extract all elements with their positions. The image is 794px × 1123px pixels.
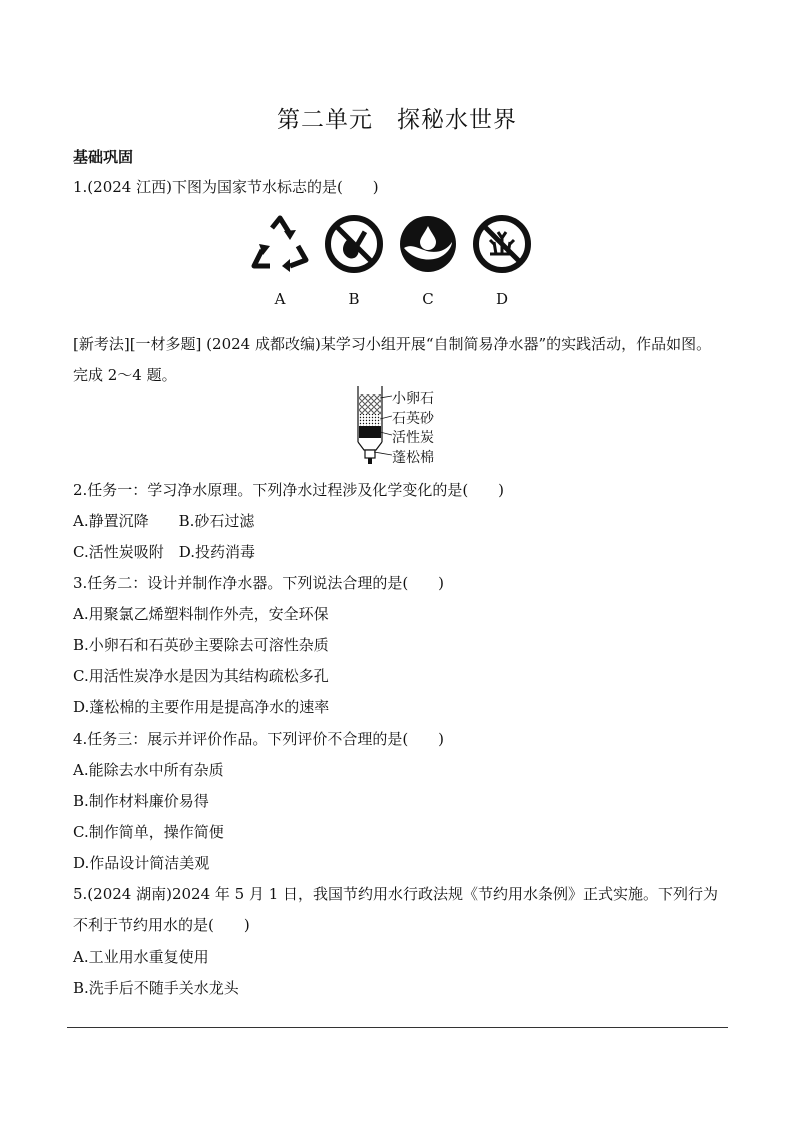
section-heading: 基础巩固 <box>73 148 134 166</box>
no-fire-icon <box>324 214 384 274</box>
q1-stem: 1.(2024 江西)下图为国家节水标志的是( ) <box>73 178 379 196</box>
q2-options-row-1: A.静置沉降 B.砂石过滤 <box>73 512 255 530</box>
q3-stem: 3.任务二：设计并制作净水器。下列说法合理的是( ) <box>73 574 445 592</box>
q4-option-d: D.作品设计简洁美观 <box>73 854 210 872</box>
q3-option-c: C.用活性炭净水是因为其结构疏松多孔 <box>73 667 329 685</box>
water-drop-icon <box>398 214 458 274</box>
option-c-label: C <box>422 290 434 308</box>
intro-line-2: 完成 2～4 题。 <box>73 366 177 384</box>
label-quartz-sand: 石英砂 <box>392 411 434 427</box>
option-a-label: A <box>274 290 286 308</box>
water-purifier-diagram <box>350 386 450 470</box>
option-d-label: D <box>495 290 509 308</box>
label-activated-carbon: 活性炭 <box>392 430 434 446</box>
q2-options-row-2: C.活性炭吸附 D.投药消毒 <box>73 543 255 561</box>
q5-stem-line-1: 5.(2024 湖南)2024 年 5 月 1 日，我国节约用水行政法规《节约用水条例》正式实施。下列行为 <box>73 885 719 903</box>
label-pebbles: 小卵石 <box>392 391 434 407</box>
q4-stem: 4.任务三：展示并评价作品。下列评价不合理的是( ) <box>73 730 445 748</box>
page-title: 第二单元 探秘水世界 <box>277 107 517 133</box>
q4-option-a: A.能除去水中所有杂质 <box>73 761 224 779</box>
q4-option-c: C.制作简单，操作简便 <box>73 823 224 841</box>
q1-options <box>250 214 540 312</box>
q5-option-b: B.洗手后不随手关水龙头 <box>73 979 239 997</box>
option-b-label: B <box>348 290 360 308</box>
q3-option-a: A.用聚氯乙烯塑料制作外壳，安全环保 <box>73 605 329 623</box>
footer-divider <box>67 1027 728 1028</box>
intro-line-1: [新考法][一材多题] (2024 成都改编)某学习小组开展“自制简易净水器”的实践活动，作品如图。 <box>73 335 712 353</box>
label-cotton: 蓬松棉 <box>392 450 434 466</box>
q2-stem: 2.任务一：学习净水原理。下列净水过程涉及化学变化的是( ) <box>73 481 505 499</box>
q3-option-d: D.蓬松棉的主要作用是提高净水的速率 <box>73 698 330 716</box>
no-plant-icon <box>472 214 532 274</box>
recycle-icon <box>250 214 310 274</box>
q4-option-b: B.制作材料廉价易得 <box>73 792 209 810</box>
q3-option-b: B.小卵石和石英砂主要除去可溶性杂质 <box>73 636 329 654</box>
q5-option-a: A.工业用水重复使用 <box>73 948 209 966</box>
q5-stem-line-2: 不利于节约用水的是( ) <box>73 916 250 934</box>
